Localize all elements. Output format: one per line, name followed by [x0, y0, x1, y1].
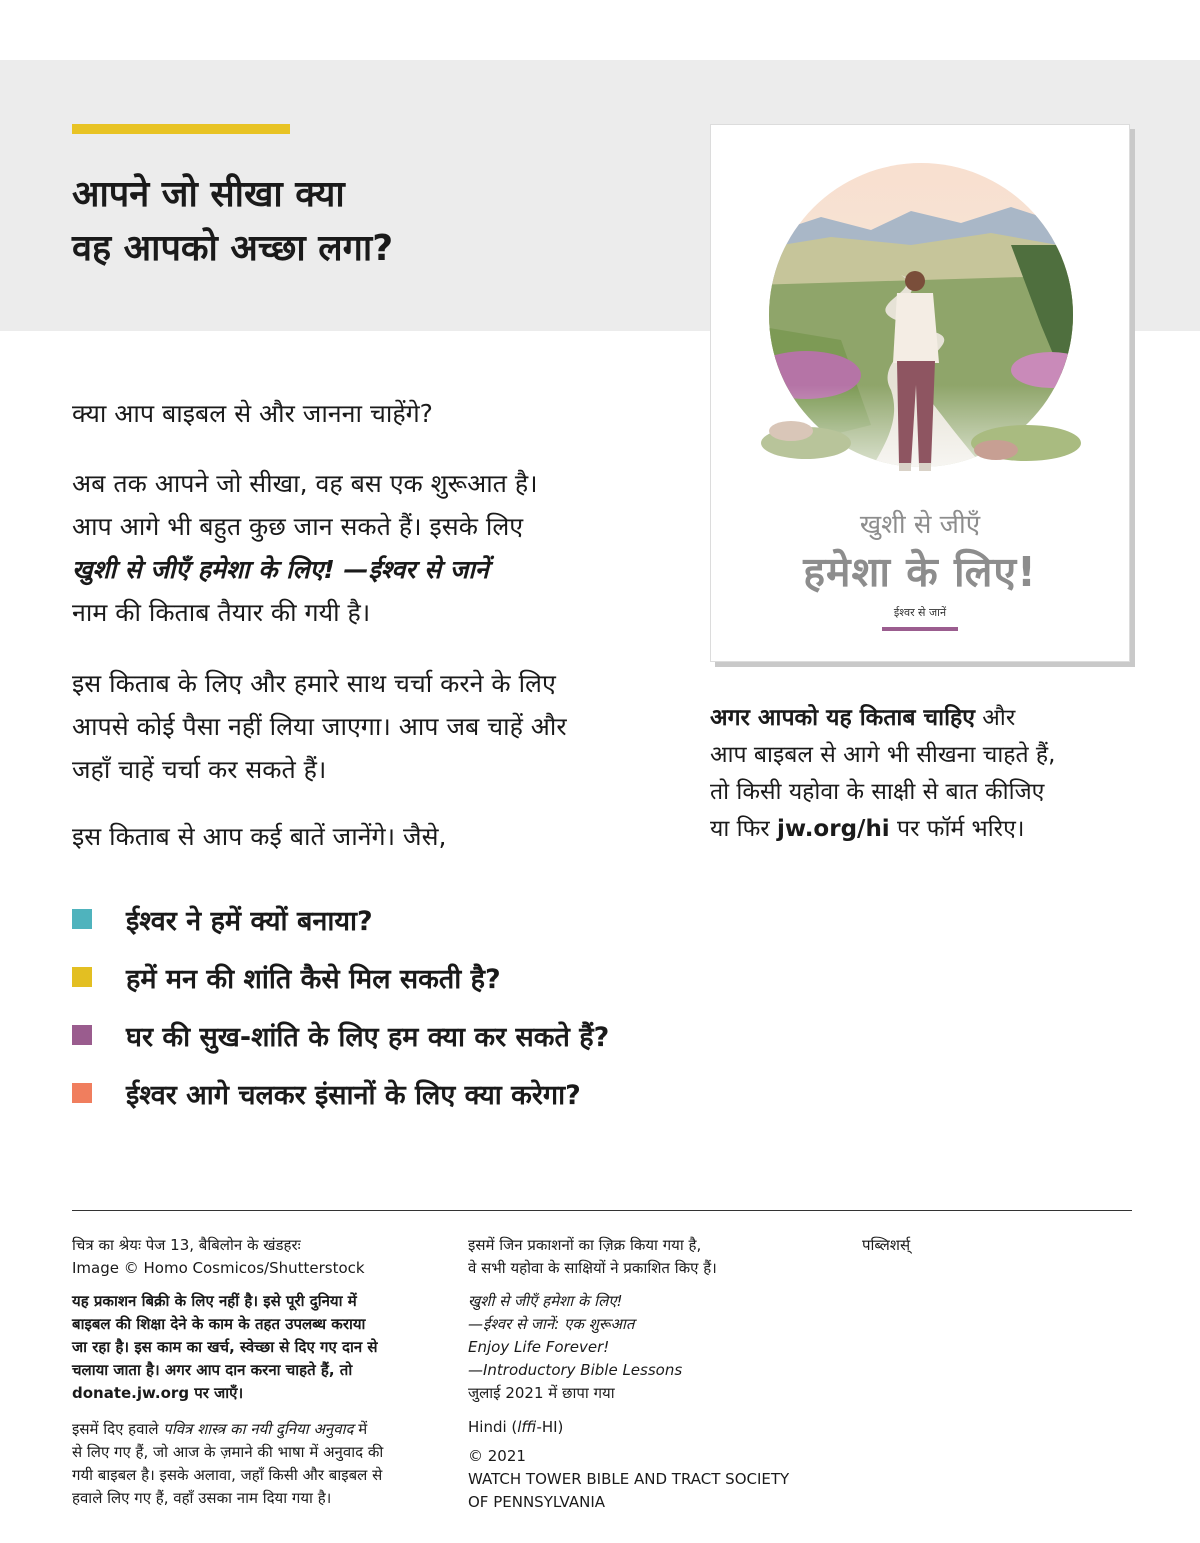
question-item	[72, 948, 712, 1006]
request-book-text	[710, 700, 1150, 848]
question-item	[72, 1064, 712, 1122]
lang-end: -HI)	[536, 1418, 564, 1436]
book-subtitle: ईश्‍वर से जानें	[893, 606, 947, 619]
question-item	[72, 1006, 712, 1064]
request-line-3: तो किसी यहोवा के साक्षी से बात कीजिए	[710, 779, 1045, 805]
request-line-4-post: पर फॉर्म भरिए।	[889, 816, 1025, 842]
bk-line-2: —ईश्‍वर से जानें: एक शुरूआत	[468, 1315, 635, 1333]
paragraph-free	[72, 662, 672, 791]
bk-line-3: Enjoy Life Forever!	[468, 1338, 610, 1356]
copy-line-1: © 2021	[468, 1447, 526, 1465]
ref-line-2: से लिए गए हैं, जो आज के ज़माने की भाषा में अनुवाद की	[72, 1443, 384, 1461]
book-cover	[710, 124, 1130, 662]
teal-square-icon	[72, 909, 92, 929]
paragraph-beginning	[72, 462, 672, 634]
print-date: जुलाई 2021 में छापा गया	[468, 1384, 615, 1402]
credit-line-1: चित्र का श्रेयः पेज 13, बैबिलोन के खंडहरः	[72, 1236, 301, 1254]
para2-line-2: आप आगे भी बहुत कुछ जान सकते हैं। इसके लिए	[72, 512, 524, 541]
ref-line-1	[72, 1418, 383, 1441]
accent-bar	[72, 124, 290, 134]
question-text: हमें मन की शांति कैसे मिल सकती है?	[126, 963, 501, 995]
book-title-small: खुशी से जीएँ	[859, 510, 981, 540]
image-credit	[72, 1234, 365, 1280]
credit-line-2: Image © Homo Cosmicos/Shutterstock	[72, 1259, 365, 1277]
jw-org-link[interactable]: jw.org/hi	[777, 816, 890, 842]
question-text: घर की सुख-शांति के लिए हम क्या कर सकते हैं?	[126, 1021, 610, 1053]
question-item	[72, 890, 712, 948]
ref-line-1-post: में	[353, 1420, 368, 1438]
request-line-1-rest: और	[974, 705, 1016, 731]
question-text: ईश्‍वर ने हमें क्यों बनाया?	[126, 905, 373, 937]
bk-line-1: खुशी से जीएँ हमेशा के लिए!	[468, 1292, 623, 1310]
sale-line-1: यह प्रकाशन बिक्री के लिए नहीं है। इसे पूरी दुनिया में	[72, 1292, 357, 1310]
copyright	[468, 1445, 789, 1514]
request-bold-lead: अगर आपको यह किताब चाहिए	[710, 705, 975, 731]
question-text: ईश्‍वर आगे चलकर इंसानों के लिए क्या करेगा?	[126, 1079, 581, 1111]
lang-pre: Hindi (	[468, 1418, 518, 1436]
language-code	[468, 1416, 563, 1439]
publisher-note	[468, 1234, 717, 1280]
sale-line-5: donate.jw.org पर जाएँ।	[72, 1384, 244, 1402]
lang-code-italic: lffi	[517, 1418, 537, 1436]
bible-reference-note	[72, 1418, 383, 1510]
sale-line-4: चलाया जाता है। अगर आप दान करना चाहते हैं, तो	[72, 1361, 353, 1379]
book-accent-line	[882, 627, 958, 631]
book-title-large: हमेशा के लिए!	[803, 548, 1037, 596]
request-line-2: आप बाइबल से आगे भी सीखना चाहते हैं,	[710, 742, 1056, 768]
ref-line-1-pre: इसमें दिए हवाले	[72, 1420, 164, 1438]
pub-line-1: इसमें जिन प्रकाशनों का ज़िक्र किया गया है,	[468, 1236, 702, 1254]
para2-line-1: अब तक आपने जो सीखा, वह बस एक शुरूआत है।	[72, 469, 538, 498]
para3-line-2: आपसे कोई पैसा नहीं लिया जाएगा। आप जब चाहें और	[72, 712, 567, 741]
title-line-1: आपने जो सीखा क्या	[72, 174, 345, 215]
ref-line-1-italic: पवित्र शास्त्र का नयी दुनिया अनुवाद	[163, 1420, 354, 1438]
page-title	[72, 168, 672, 276]
paragraph-learn: इस किताब से आप कई बातें जानेंगे। जैसे,	[72, 822, 447, 851]
copy-line-2: WATCH TOWER BIBLE AND TRACT SOCIETY	[468, 1470, 790, 1488]
copy-line-3: OF PENNSYLVANIA	[468, 1493, 606, 1511]
purple-square-icon	[72, 1025, 92, 1045]
yellow-square-icon	[72, 967, 92, 987]
ref-line-4: हवाले लिए गए हैं, वहाँ उसका नाम दिया गया है।	[72, 1489, 332, 1507]
footer-divider	[72, 1210, 1132, 1211]
bk-line-4: —Introductory Bible Lessons	[468, 1361, 683, 1379]
publishers-label: पब्लिशर्स्	[862, 1236, 911, 1254]
not-for-sale-notice	[72, 1290, 378, 1405]
sale-line-2: बाइबल की शिक्षा देने के काम के तहत उपलब्ध कराया	[72, 1315, 366, 1333]
para2-line-4: नाम की किताब तैयार की गयी है।	[72, 598, 371, 627]
book-title-inline: खुशी से जीएँ हमेशा के लिए! —ईश्‍वर से जानें	[72, 555, 489, 584]
question-list	[72, 890, 712, 1122]
intro-text: क्या आप बाइबल से और जानना चाहेंगे?	[72, 399, 433, 428]
sale-line-3: जा रहा है। इस काम का खर्च, स्वेच्छा से दिए गए दान से	[72, 1338, 378, 1356]
para3-line-3: जहाँ चाहें चर्चा कर सकते हैं।	[72, 755, 327, 784]
title-line-2: वह आपको अच्छा लगा?	[72, 228, 394, 269]
publication-info	[468, 1290, 682, 1405]
ref-line-3: गयी बाइबल है। इसके अलावा, जहाँ किसी और बाइबल से	[72, 1466, 383, 1484]
request-line-4-pre: या फिर	[710, 816, 778, 842]
para3-line-1: इस किताब के लिए और हमारे साथ चर्चा करने के लिए	[72, 669, 556, 698]
orange-square-icon	[72, 1083, 92, 1103]
pub-line-2: वे सभी यहोवा के साक्षियों ने प्रकाशित किए हैं।	[468, 1259, 717, 1277]
